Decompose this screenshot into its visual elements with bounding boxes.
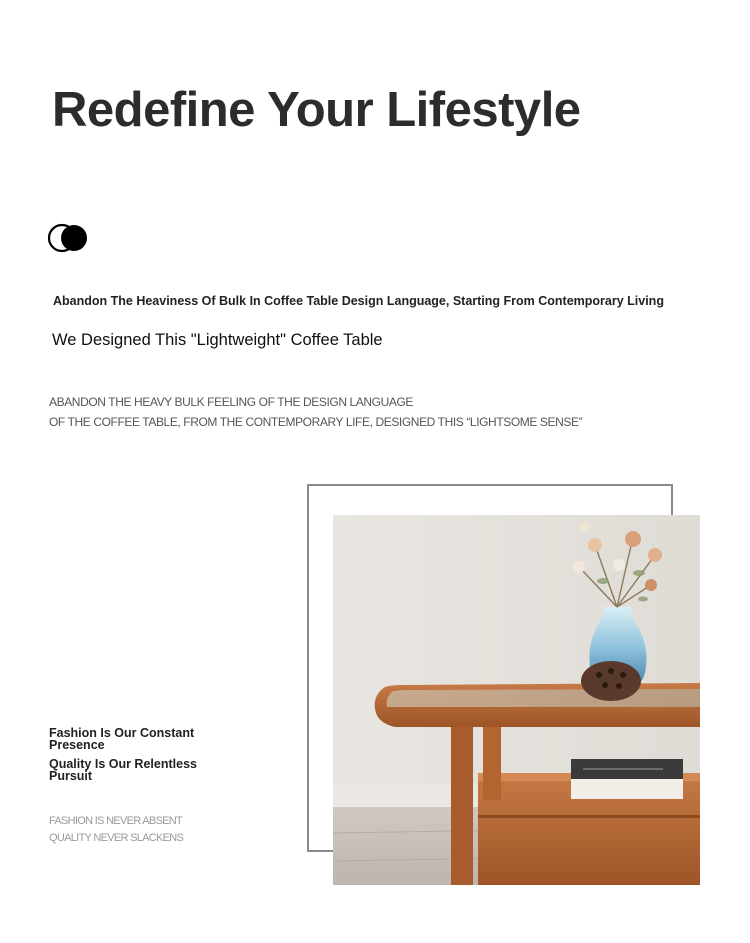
- slogan-caps-text: [49, 813, 183, 847]
- intro-caps-line-1: ABANDON THE HEAVY BULK FEELING OF THE DESIGN LANGUAGE: [49, 395, 414, 409]
- intro-caps-line-2: OF THE COFFEE TABLE, FROM THE CONTEMPORARY LIFE, DESIGNED THIS “LIGHTSOME SENSE”: [49, 415, 583, 429]
- slogan-fashion: Fashion Is Our Constant Presence: [49, 726, 195, 752]
- intro-caps-text: [49, 392, 582, 432]
- intro-headline: We Designed This "Lightweight" Coffee Table: [52, 331, 383, 349]
- coffee-table-photo: [333, 515, 700, 885]
- page-title: Redefine Your Lifestyle: [52, 83, 581, 137]
- intro-subtitle: Abandon The Heaviness Of Bulk In Coffee Table Design Language, Starting From Contemporary Living: [53, 294, 664, 308]
- slogan-quality: Quality Is Our Relentless Pursuit: [49, 757, 197, 783]
- slogan-caps-line-1: FASHION IS NEVER ABSENT: [49, 815, 183, 827]
- slogan-caps-line-2: QUALITY NEVER SLACKENS: [49, 832, 184, 844]
- double-circle-logo-icon: [47, 223, 89, 253]
